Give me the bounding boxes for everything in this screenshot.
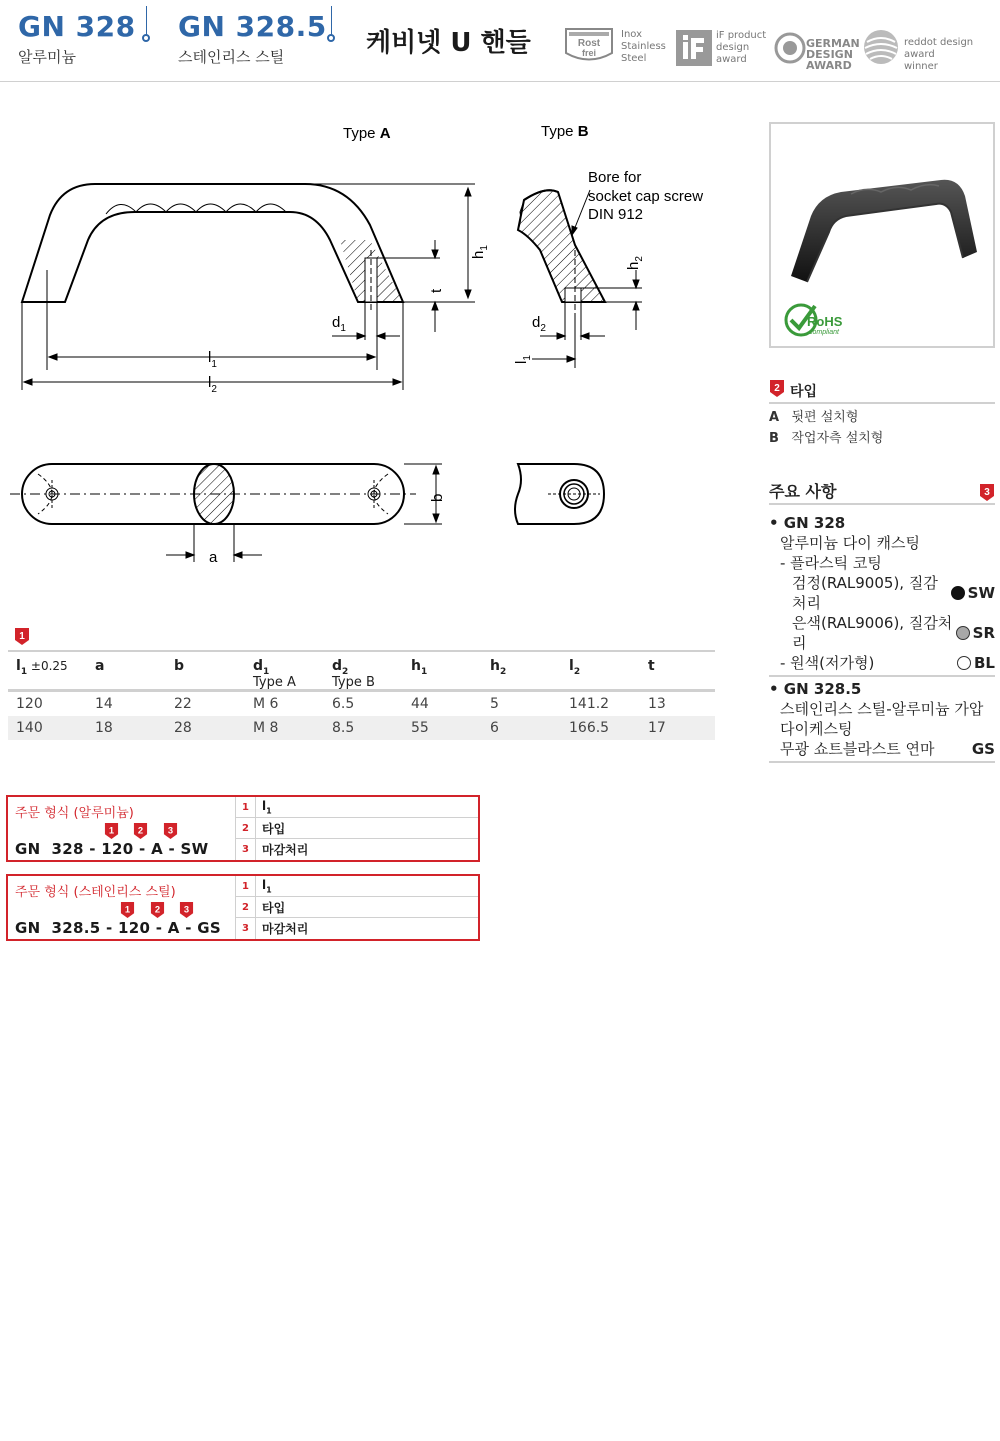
table-row xyxy=(8,716,715,740)
material-stainless: 스테인리스 스틸 xyxy=(178,48,285,66)
order-legend-item: 1 $l_1$ xyxy=(236,797,478,818)
rohs-icon xyxy=(786,305,843,336)
dim-d1-label: $d_1$ xyxy=(332,314,346,334)
svg-text:Rost: Rost xyxy=(577,38,601,49)
dim-b-label: b xyxy=(429,493,446,502)
type-a-row: A 뒷편 설치형 xyxy=(769,410,859,425)
table-cell: 5 xyxy=(490,696,499,712)
svg-text:frei: frei xyxy=(581,48,597,58)
svg-text:2: 2 xyxy=(154,904,161,915)
if-award-label: iF product design award xyxy=(716,30,767,65)
divider xyxy=(769,503,995,505)
order-badge-icon xyxy=(179,901,194,919)
table-cell: 28 xyxy=(174,720,192,736)
black-swatch-icon xyxy=(951,586,965,600)
svg-text:1: 1 xyxy=(108,825,115,836)
type-b-row: B 작업자측 설치형 xyxy=(769,431,884,446)
table-cell: M 8 xyxy=(253,720,279,736)
table-cell: 14 xyxy=(95,696,113,712)
table-cell: 22 xyxy=(174,696,192,712)
feature-gn3285-desc1: 스테인리스 스틸-알루미늄 가압 xyxy=(780,700,984,718)
separator-dot xyxy=(142,34,150,42)
type-a-label: Type A xyxy=(343,125,391,142)
type-a-top-view xyxy=(10,464,416,524)
svg-text:3: 3 xyxy=(167,825,174,836)
feature-gn3285-desc2: 다이케스팅 xyxy=(780,720,853,738)
svg-text:RoHS: RoHS xyxy=(807,314,843,329)
table-cell: 13 xyxy=(648,696,666,712)
dim-h2-label: $h_2$ xyxy=(625,256,645,270)
silver-swatch-icon xyxy=(956,626,970,640)
order-legend-item: 2 타입 xyxy=(236,897,478,918)
table-header-cell: t xyxy=(648,658,655,674)
reddot-icon xyxy=(862,28,900,66)
type-badge-icon xyxy=(769,379,785,398)
separator-tick xyxy=(146,6,147,36)
finish-gs-row: 무광 쇼트블라스트 연마 GS xyxy=(769,739,995,763)
svg-text:compliant: compliant xyxy=(809,329,839,336)
handle-photo-icon xyxy=(771,124,993,346)
type-a-side-view xyxy=(22,184,403,310)
table-row xyxy=(8,692,715,716)
svg-text:3: 3 xyxy=(984,487,990,498)
table-cell: 6.5 xyxy=(332,696,355,712)
table-cell: 140 xyxy=(16,720,43,736)
order-badge-icon xyxy=(150,901,165,919)
table-header-cell: $h_2$ xyxy=(490,658,507,677)
order-code: GN 328.5 - 120 - A - GS xyxy=(15,919,222,937)
table-header-cell: $h_1$ xyxy=(411,658,428,677)
order-legend-item: 1 $l_1$ xyxy=(236,876,478,897)
bore-note-line2: socket cap screw xyxy=(588,188,704,205)
divider xyxy=(769,402,995,404)
dim-d2-label: $d_2$ xyxy=(532,314,546,334)
dim-a-label: a xyxy=(209,549,218,566)
svg-text:2: 2 xyxy=(774,383,780,394)
finish-silver-row: 은색(RAL9006), 질감처리 SR xyxy=(792,614,995,652)
table-cell: 44 xyxy=(411,696,429,712)
if-award-icon xyxy=(676,30,712,66)
dim-l2-label: $l_2$ xyxy=(208,374,217,395)
type-heading: 타입 xyxy=(790,384,818,400)
order-legend xyxy=(236,876,478,939)
order-example xyxy=(8,876,236,939)
german-design-award-label: GERMAN DESIGN AWARD xyxy=(806,37,860,72)
product-code-aluminum: GN 328 xyxy=(18,10,136,43)
order-legend-item: 3 마감처리 xyxy=(236,839,478,860)
product-photo xyxy=(769,122,995,348)
order-badge-icon xyxy=(163,822,178,840)
separator-dot xyxy=(327,34,335,42)
order-code: GN 328 - 120 - A - SW xyxy=(15,840,209,858)
bore-note-line3: DIN 912 xyxy=(588,206,644,223)
type-b-label: Type B xyxy=(541,123,589,140)
table-cell: 120 xyxy=(16,696,43,712)
dimension-table xyxy=(8,650,715,740)
separator-tick xyxy=(331,6,332,36)
reddot-label: reddot design award winner xyxy=(904,37,974,72)
svg-text:2: 2 xyxy=(137,825,144,836)
rostfrei-logo-icon xyxy=(564,26,614,66)
dim-l1-label: $l_1$ xyxy=(208,349,217,370)
table-header-cell: $l_1 \pm 0.25$ xyxy=(16,658,68,677)
dim-l1-b-label: $l_1$ xyxy=(513,355,533,364)
features-list xyxy=(769,513,995,763)
svg-text:1: 1 xyxy=(124,904,131,915)
order-format-box xyxy=(6,795,480,862)
order-example xyxy=(8,797,236,860)
table-cell: 18 xyxy=(95,720,113,736)
page-header xyxy=(0,0,1000,82)
feature-gn328: • GN 328 xyxy=(769,514,846,532)
order-format-label: 주문 형식 (알루미늄) xyxy=(15,806,134,821)
table-cell: 17 xyxy=(648,720,666,736)
order-legend-item: 2 타입 xyxy=(236,818,478,839)
table-cell: 8.5 xyxy=(332,720,355,736)
table-header-cell: $d_1$ Type A xyxy=(253,658,296,690)
technical-drawing xyxy=(0,100,740,580)
order-badge-icon xyxy=(104,822,119,840)
natural-swatch-icon xyxy=(957,656,971,670)
order-badge-icon xyxy=(120,901,135,919)
table-header-row xyxy=(8,650,715,692)
table-cell: 55 xyxy=(411,720,429,736)
svg-text:1: 1 xyxy=(19,631,25,642)
table-badge-icon xyxy=(14,627,30,646)
german-design-award-icon xyxy=(774,30,806,66)
finish-natural-row: - 원색(저가형) BL xyxy=(769,653,995,677)
table-header-cell: a xyxy=(95,658,105,674)
page-title: 케비넷 U 핸들 xyxy=(366,28,531,58)
features-heading: 주요 사항 xyxy=(769,482,837,501)
table-cell: 166.5 xyxy=(569,720,610,736)
order-badge-icon xyxy=(133,822,148,840)
features-badge-icon xyxy=(979,483,995,502)
finish-black-row: 검정(RAL9005), 질감처리 SW xyxy=(792,574,995,612)
type-b-top-view xyxy=(515,464,604,524)
order-format-box xyxy=(6,874,480,941)
product-code-stainless: GN 328.5 xyxy=(178,10,327,43)
inox-label: Inox Stainless Steel xyxy=(621,29,666,64)
table-header-cell: b xyxy=(174,658,185,674)
order-legend xyxy=(236,797,478,860)
feature-gn3285: • GN 328.5 xyxy=(769,680,862,698)
table-header-cell: $d_2$ Type B xyxy=(332,658,375,690)
table-header-cell: $l_2$ xyxy=(569,658,581,677)
table-cell: 6 xyxy=(490,720,499,736)
order-legend-item: 3 마감처리 xyxy=(236,918,478,939)
feature-coating: - 플라스틱 코팅 xyxy=(780,554,882,572)
table-cell: M 6 xyxy=(253,696,279,712)
svg-text:3: 3 xyxy=(183,904,190,915)
dim-h1-label: $h_1$ xyxy=(470,245,490,259)
material-aluminum: 알루미늄 xyxy=(18,48,76,66)
bore-note-line1: Bore for xyxy=(588,169,642,186)
dim-t-label: t xyxy=(428,288,445,293)
table-cell: 141.2 xyxy=(569,696,610,712)
feature-gn328-desc: 알루미늄 다이 캐스팅 xyxy=(780,534,920,552)
order-format-label: 주문 형식 (스테인리스 스틸) xyxy=(15,885,176,900)
